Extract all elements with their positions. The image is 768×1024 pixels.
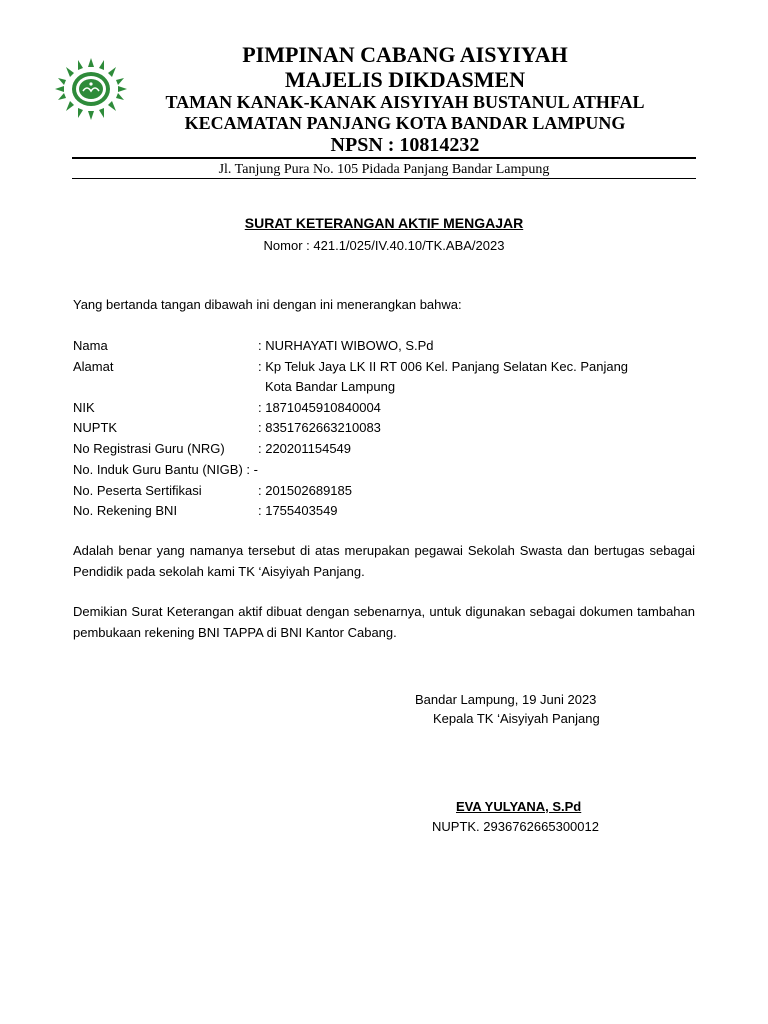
header-divider-thin xyxy=(72,178,696,179)
header-npsn: NPSN : 10814232 xyxy=(330,134,480,156)
signature-position: Kepala TK ‘Aisyiyah Panjang xyxy=(433,711,600,726)
field-value-nrg: : 220201154549 xyxy=(258,441,352,456)
field-value-nama: : NURHAYATI WIBOWO, S.Pd xyxy=(258,338,434,353)
field-label-sertifikasi: No. Peserta Sertifikasi xyxy=(73,483,202,498)
field-value-alamat-line2: Kota Bandar Lampung xyxy=(265,379,396,394)
header-organization: PIMPINAN CABANG AISYIYAH xyxy=(242,42,568,67)
signature-name: EVA YULYANA, S.Pd xyxy=(456,799,582,814)
field-value-nik: : 1871045910840004 xyxy=(258,400,381,415)
field-label-alamat: Alamat xyxy=(73,359,114,374)
aisyiyah-logo-icon xyxy=(52,56,130,122)
field-label-nrg: No Registrasi Guru (NRG) xyxy=(73,441,225,456)
signature-place-date: Bandar Lampung, 19 Juni 2023 xyxy=(415,692,597,707)
header-school-name: TAMAN KANAK-KANAK AISYIYAH BUSTANUL ATHFAL xyxy=(165,92,645,112)
header-council: MAJELIS DIKDASMEN xyxy=(284,67,526,92)
header-district: KECAMATAN PANJANG KOTA BANDAR LAMPUNG xyxy=(184,113,626,133)
field-label-nuptk: NUPTK xyxy=(73,420,118,435)
letter-paragraph-1: Adalah benar yang namanya tersebut di atas merupakan pegawai Sekolah Swasta dan bertugas sebagai Pendidik pada sekolah kami TK ‘Aisyiyah Panjang. xyxy=(73,543,695,579)
field-label-nik: NIK xyxy=(73,400,95,415)
field-label-rekening: No. Rekening BNI xyxy=(73,503,178,518)
field-value-rekening: : 1755403549 xyxy=(258,503,338,518)
field-nigb: No. Induk Guru Bantu (NIGB) : - xyxy=(73,462,258,477)
field-label-nama: Nama xyxy=(73,338,108,353)
letter-title: SURAT KETERANGAN AKTIF MENGAJAR xyxy=(244,215,524,231)
field-value-nuptk: : 8351762663210083 xyxy=(258,420,381,435)
field-value-sertifikasi: : 201502689185 xyxy=(258,483,352,498)
header-address: Jl. Tanjung Pura No. 105 Pidada Panjang Bandar Lampung xyxy=(218,162,550,177)
header-divider-thick xyxy=(72,157,696,159)
signature-nuptk: NUPTK. 2936762665300012 xyxy=(432,819,599,834)
field-value-alamat: : Kp Teluk Jaya LK II RT 006 Kel. Panjang Selatan Kec. Panjang xyxy=(258,359,629,374)
letter-intro: Yang bertanda tangan dibawah ini dengan ini menerangkan bahwa: xyxy=(73,297,462,312)
letter-number: Nomor : 421.1/025/IV.40.10/TK.ABA/2023 xyxy=(263,238,505,253)
letter-paragraph-2: Demikian Surat Keterangan aktif dibuat dengan sebenarnya, untuk digunakan sebagai dokumen tambahan pembukaan rekening BNI TAPPA di BNI Kantor Cabang. xyxy=(73,604,695,640)
